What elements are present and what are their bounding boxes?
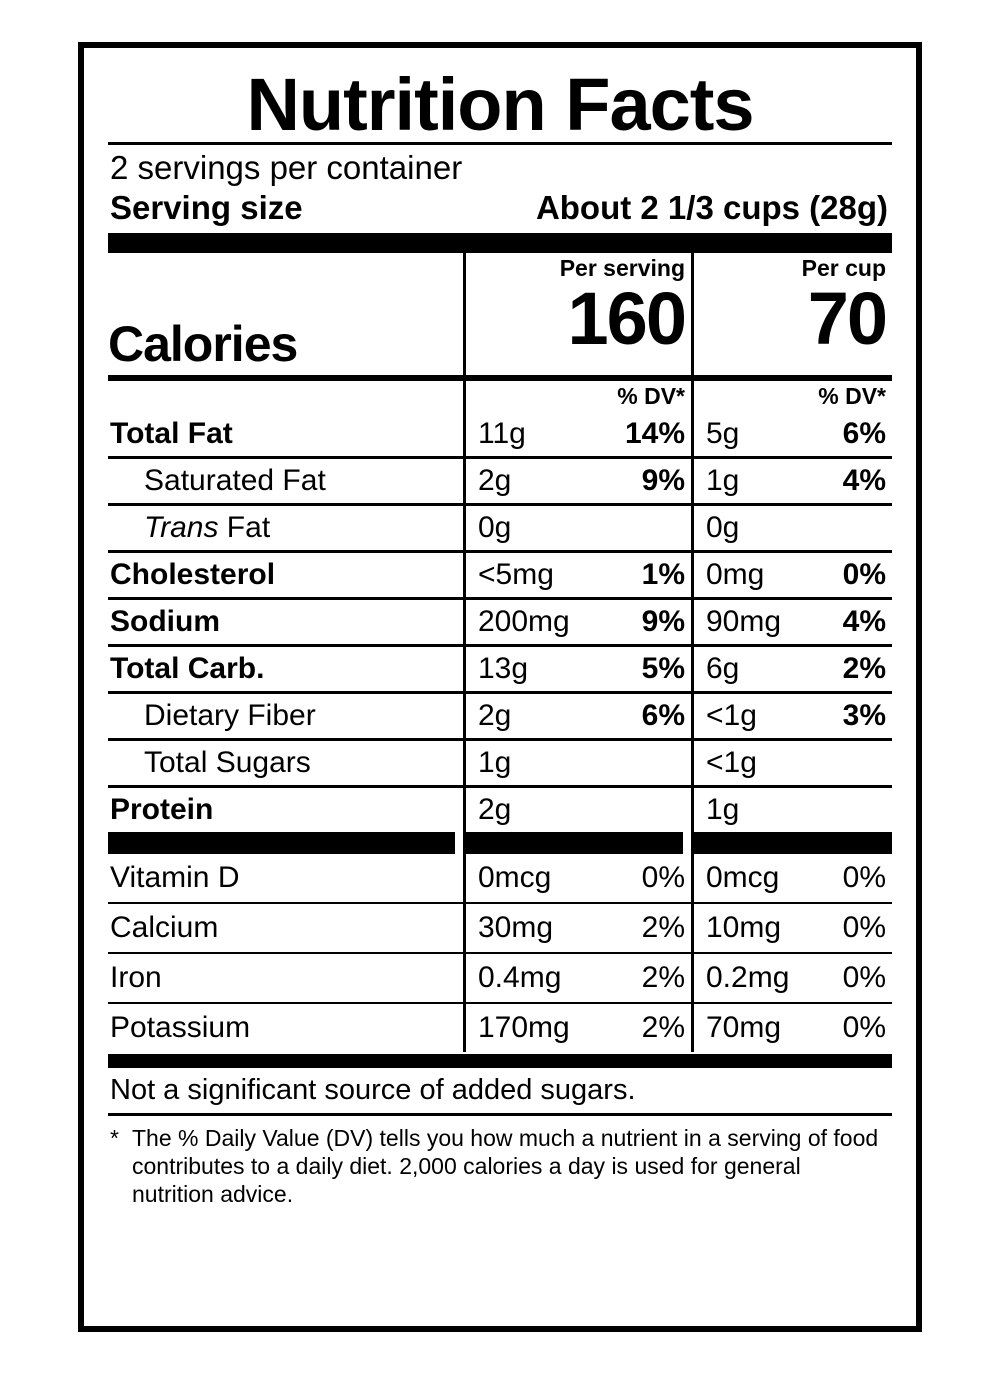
dv-header-per-serving: % DV* [463,375,691,412]
page-title: Nutrition Facts [246,63,754,146]
vitamin-dv: 0% [842,961,886,995]
nutrient-name: Saturated Fat [108,459,463,506]
nutrient-name [108,506,463,553]
nutrient-amount: <1g [706,746,757,780]
vitamin-amount: 70mg [706,1011,782,1045]
nutrient-dv: 5% [641,652,685,686]
divider-gap-1 [455,832,463,854]
nutrient-dv: 9% [641,605,685,639]
table-row [108,412,892,459]
nutrient-dv: 3% [842,699,886,733]
vitamin-amount: 10mg [706,911,782,945]
vitamin-dv: 2% [641,1011,685,1045]
serving-size-value: About 2 1/3 cups (28g) [535,189,888,227]
vitamin-dv: 0% [842,861,886,895]
nutrient-dv: 6% [842,417,886,451]
calories-per-serving: 160 [463,283,691,375]
nutrient-name: Total Sugars [108,741,463,788]
divider-heavy-top [108,233,892,253]
table-row [108,788,892,832]
nutrient-values-col2 [691,694,892,741]
nutrient-values-col2 [691,412,892,459]
vitamin-dv: 2% [641,961,685,995]
divider-seg-1 [108,832,455,854]
nutrient-values-col2 [691,600,892,647]
nutrient-amount: 90mg [706,605,782,639]
table-row [108,600,892,647]
column-header-spacer [108,253,463,283]
vitamin-dv: 0% [842,911,886,945]
nutrient-dv: 1% [641,558,685,592]
nutrition-facts-inner [108,64,892,1310]
nutrient-amount: 13g [478,652,529,686]
not-significant-source-note: Not a significant source of added sugars. [108,1068,892,1116]
vitamin-amount: 0mcg [706,861,780,895]
nutrient-name: Cholesterol [108,553,463,600]
nutrient-amount: <5mg [478,558,554,592]
fat-word: Fat [218,511,271,545]
divider-heavy-bottom [108,1054,892,1068]
serving-size-row [108,187,892,233]
nutrient-dv: 6% [641,699,685,733]
divider-seg-2 [463,832,683,854]
table-row [108,741,892,788]
nutrient-values-col1 [463,412,691,459]
vitamin-values-col1 [463,954,691,1004]
table-row [108,506,892,553]
column-header-per-serving: Per serving [463,253,691,283]
column-header-row [108,253,892,283]
vitamin-values-col2 [691,1004,892,1052]
vitamin-values-col2 [691,854,892,904]
vitamin-dv: 0% [842,1011,886,1045]
nutrient-values-col1 [463,694,691,741]
nutrient-dv: 2% [842,652,886,686]
divider-seg-3 [691,832,892,854]
vitamin-dv: 2% [641,911,685,945]
vitamin-amount: 170mg [478,1011,570,1045]
vitamin-amount: 0.4mg [478,961,562,995]
nutrient-values-col1 [463,741,691,788]
nutrient-values-col2 [691,553,892,600]
nutrient-values-col1 [463,647,691,694]
nutrient-values-col2 [691,788,892,832]
nutrient-dv: 4% [842,605,886,639]
nutrient-dv: 9% [641,464,685,498]
vitamin-amount: 0.2mg [706,961,790,995]
vitamin-values-col1 [463,904,691,954]
trans-word: Trans [144,511,219,545]
column-header-per-cup: Per cup [691,253,892,283]
nutrition-facts-panel [78,42,922,1332]
nutrient-values-col1 [463,788,691,832]
vitamin-name: Calcium [108,904,463,954]
table-row [108,854,892,904]
nutrient-name: Dietary Fiber [108,694,463,741]
nutrient-amount: 11g [478,417,526,451]
vitamins-table [108,854,892,1052]
nutrient-values-col1 [463,506,691,553]
nutrient-name: Protein [110,793,214,827]
nutrient-values-col2 [691,459,892,506]
nutrient-amount: 2g [478,464,512,498]
divider-heavy-segmented [108,832,892,854]
nutrient-amount: 2g [478,699,512,733]
nutrient-dv: 4% [842,464,886,498]
divider-calories-left [108,375,463,412]
nutrient-values-col2 [691,647,892,694]
table-row [108,954,892,1004]
vitamin-amount: 30mg [478,911,554,945]
nutrient-values-col2 [691,741,892,788]
dv-header-row [108,375,892,412]
vitamin-name: Potassium [110,1011,251,1045]
table-row [108,1004,892,1052]
calories-per-cup: 70 [691,283,892,375]
serving-size-label: Serving size [110,189,303,227]
vitamin-name: Vitamin D [108,854,463,904]
table-row [108,647,892,694]
nutrient-dv: 0% [842,558,886,592]
nutrient-name: Sodium [108,600,463,647]
nutrient-amount: 6g [706,652,740,686]
vitamin-dv: 0% [641,861,685,895]
footnote-star: * [110,1125,119,1152]
nutrient-amount: 1g [706,793,740,827]
vitamin-name: Iron [108,954,463,1004]
nutrient-amount: 1g [706,464,740,498]
nutrient-amount: <1g [706,699,757,733]
table-row [108,553,892,600]
nutrient-amount: 0g [478,511,512,545]
vitamin-amount: 0mcg [478,861,552,895]
nutrient-values-col1 [463,553,691,600]
nutrient-dv: 14% [624,417,685,451]
vitamin-values-col2 [691,904,892,954]
nutrient-amount: 200mg [478,605,570,639]
nutrient-values-col1 [463,600,691,647]
table-row [108,904,892,954]
vitamin-values-col2 [691,954,892,1004]
dv-header-per-cup: % DV* [691,375,892,412]
table-row [108,694,892,741]
vitamin-values-col1 [463,1004,691,1052]
nutrient-values-col1 [463,459,691,506]
daily-value-footnote [108,1116,892,1208]
nutrient-values-col2 [691,506,892,553]
nutrient-amount: 1g [478,746,512,780]
calories-row [108,277,892,375]
table-row [108,459,892,506]
servings-per-container: 2 servings per container [110,149,463,187]
nutrient-name: Total Fat [108,412,463,459]
nutrient-table [108,412,892,832]
nutrient-amount: 2g [478,793,512,827]
divider-gap-2 [683,832,691,854]
nutrient-amount: 0g [706,511,740,545]
nutrient-amount: 5g [706,417,740,451]
calories-label: Calories [108,316,298,373]
footnote-text: The % Daily Value (DV) tells you how much a nutrient in a serving of food contributes to a daily diet. 2,000 calories a day is used for general nutrition advice. [132,1125,879,1208]
vitamin-values-col1 [463,854,691,904]
nutrient-name: Total Carb. [108,647,463,694]
nutrient-amount: 0mg [706,558,765,592]
